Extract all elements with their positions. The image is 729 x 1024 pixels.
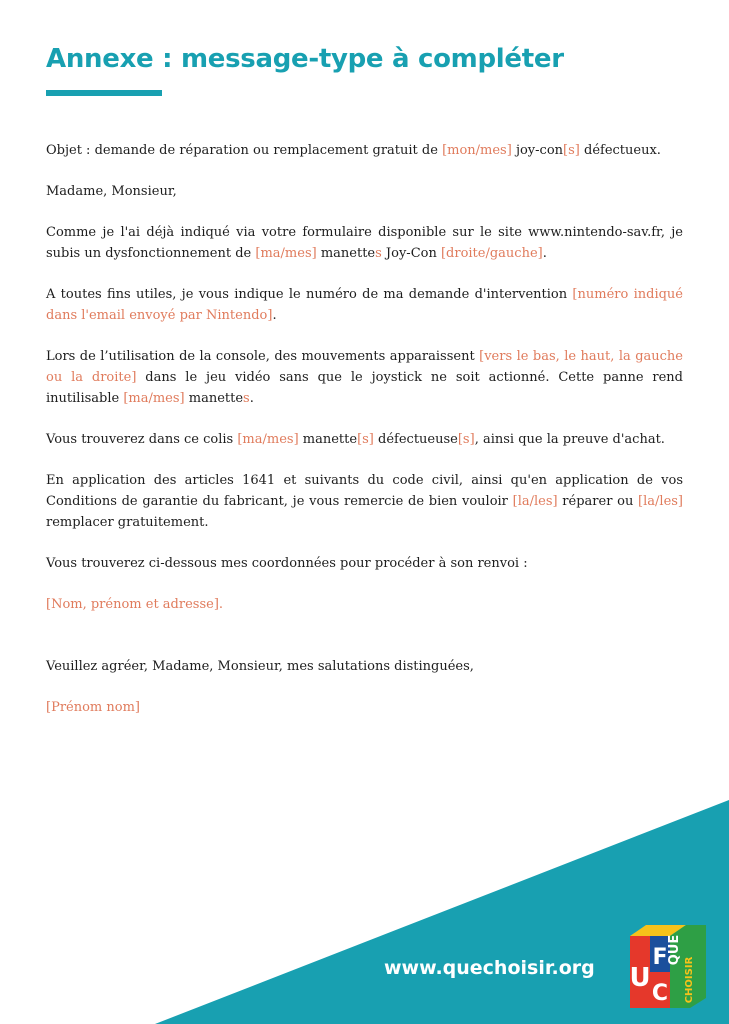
- placeholder-plural: [s]: [357, 432, 374, 447]
- paragraph-contact: Vous trouverez ci-dessous mes coordonnées pour procéder à son renvoi :: [46, 556, 528, 571]
- closing-formula: Veuillez agréer, Madame, Monsieur, mes salutations distinguées,: [46, 659, 474, 674]
- para5-text-2: réparer ou: [557, 494, 639, 509]
- placeholder-possessive: [mon/mes]: [442, 143, 512, 158]
- logo-word-choisir: CHOISIR: [684, 956, 695, 1004]
- placeholder-pronoun: [la/les]: [638, 494, 684, 509]
- object-text-3: défectueux.: [579, 143, 661, 158]
- para4-text-2: manette: [298, 432, 358, 447]
- para1-text-1: Comme je l'ai déjà indiqué via votre formulaire disponible sur le site www.nintendo-sav.fr, je subis un dysfonctionnement de: [46, 225, 683, 261]
- placeholder-possessive: [ma/mes]: [123, 391, 185, 406]
- placeholder-direction: [vers le bas, le haut, la gauche ou la droite]: [46, 349, 683, 385]
- para5-text-1: En application des articles 1641 et suivants du code civil, ainsi qu'en application de vos Conditions de garantie du fabricant, je vous remercie de bien vouloir: [46, 473, 683, 509]
- ufc-que-choisir-logo: [626, 922, 708, 1010]
- placeholder-pronoun: [la/les]: [512, 494, 558, 509]
- para4-text-4: , ainsi que la preuve d'achat.: [474, 432, 665, 447]
- salutation: Madame, Monsieur,: [46, 184, 177, 199]
- para3-text-2: dans le jeu vidéo sans que le joystick ne soit actionné. Cette panne rend inutilisable: [46, 370, 684, 406]
- placeholder-possessive: [ma/mes]: [237, 432, 299, 447]
- placeholder-request-number: [numéro indiqué dans l'email envoyé par Nintendo]: [46, 287, 683, 323]
- para2-text-1: A toutes fins utiles, je vous indique le numéro de ma demande d'intervention: [46, 287, 573, 302]
- object-text-1: Objet : demande de réparation ou remplacement gratuit de: [46, 143, 443, 158]
- placeholder-plural: s: [375, 246, 382, 261]
- para1-text-3: Joy-Con: [381, 246, 441, 261]
- para3-text-3: manette: [184, 391, 244, 406]
- website-url[interactable]: www.quechoisir.org: [384, 957, 595, 979]
- para4-text-1: Vous trouverez dans ce colis: [46, 432, 238, 447]
- object-text-2: joy-con: [511, 143, 564, 158]
- logo-letter-u: U: [629, 963, 651, 993]
- placeholder-plural: [s]: [563, 143, 580, 158]
- placeholder-signature: [Prénom nom]: [46, 700, 140, 715]
- logo-word-que: QUE: [667, 934, 682, 966]
- para5-text-3: remplacer gratuitement.: [46, 515, 209, 530]
- placeholder-plural: [s]: [457, 432, 475, 447]
- para1-text-4: .: [542, 246, 547, 261]
- logo-letter-f: F: [652, 945, 668, 970]
- placeholder-possessive: [ma/mes]: [255, 246, 317, 261]
- para4-text-3: défectueuse: [373, 432, 458, 447]
- para2-text-2: .: [272, 308, 277, 323]
- page-title: Annexe : message-type à compléter: [46, 44, 564, 74]
- para3-text-1: Lors de l’utilisation de la console, des mouvements apparaissent: [46, 349, 480, 364]
- logo-letter-c: C: [651, 981, 669, 1006]
- placeholder-side: [droite/gauche]: [440, 246, 543, 261]
- placeholder-plural: s: [243, 391, 250, 406]
- placeholder-address: [Nom, prénom et adresse].: [46, 597, 224, 612]
- para1-text-2: manette: [316, 246, 376, 261]
- para3-text-4: .: [249, 391, 254, 406]
